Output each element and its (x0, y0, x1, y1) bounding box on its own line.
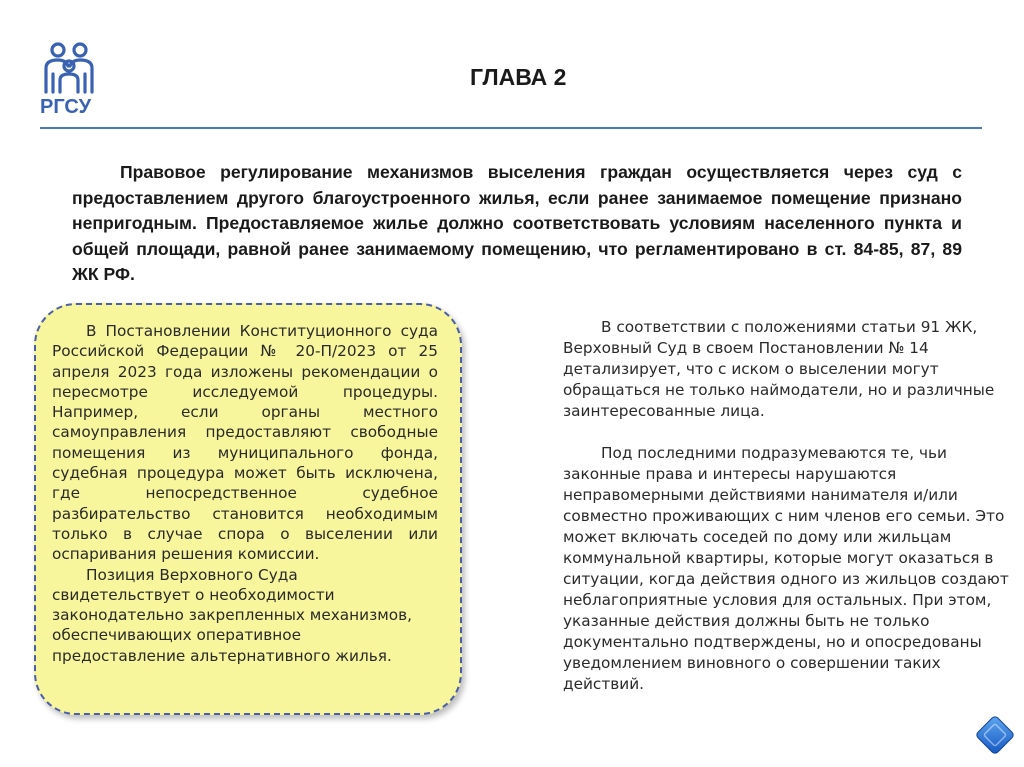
callout-text (52, 321, 438, 666)
right-paragraph-1: В соответствии с положениями статьи 91 ЖК, Верховный Суд в своем Постановлении № 14 детализирует, что с иском о выселении могут обращаться не только наймодатели, но и различные заинтересованные лица. (563, 318, 995, 420)
callout-paragraph-1: В Постановлении Конституционного суда Российской Федерации № 20-П/2023 от 25 апреля 2023 года изложены рекомендации о пересмотре исследуемой процедуры. Например, если органы местного самоуправления предоставляют свободные помещения из муниципального фонда, судебная процедура может быть исключена, где непосредственное судебное разбирательство становится необходимым только в случае спора о выселении или оспаривания решения комиссии. (52, 322, 438, 564)
right-column-text (563, 317, 1024, 695)
right-paragraph-2: Под последними подразумеваются те, чьи законные права и интересы нарушаются неправомерными действиями нанимателя и/или совместно проживающих с ним членов его семьи. Это может включать соседей по дому или жильцам коммунальной квартиры, которые могут оказаться в ситуации, когда действия одного из жильцов создают неблагоприятные условия для остальных. При этом, указанные действия должны быть не только документально подтверждены, но и опосредованы уведомлением виновного о совершении таких действий. (563, 444, 1009, 693)
header-divider (40, 127, 982, 129)
callout-paragraph-2: Позиция Верховного Суда свидетельствует о необходимости законодательно закрепленных механизмов, обеспечивающих оперативное предоставление альтернативного жилья. (52, 565, 413, 665)
intro-paragraph: Правовое регулирование механизмов выселения граждан осуществляется через суд с предоставлением другого благоустроенного жилья, если ранее занимаемое помещение признано непригодным. Предоставляемое жилье должно соответствовать условиям населенного пункта и общей площади, равной ранее занимаемому помещению, что регламентировано в ст. 84-85, 87, 89 ЖК РФ. (72, 162, 962, 284)
next-slide-button[interactable] (972, 712, 1018, 758)
chapter-title: ГЛАВА 2 (470, 64, 567, 90)
diamond-nav-icon[interactable] (972, 712, 1018, 758)
people-group-icon (40, 40, 98, 96)
rgsu-logo (40, 40, 98, 122)
logo-label: РГСУ (40, 96, 92, 118)
